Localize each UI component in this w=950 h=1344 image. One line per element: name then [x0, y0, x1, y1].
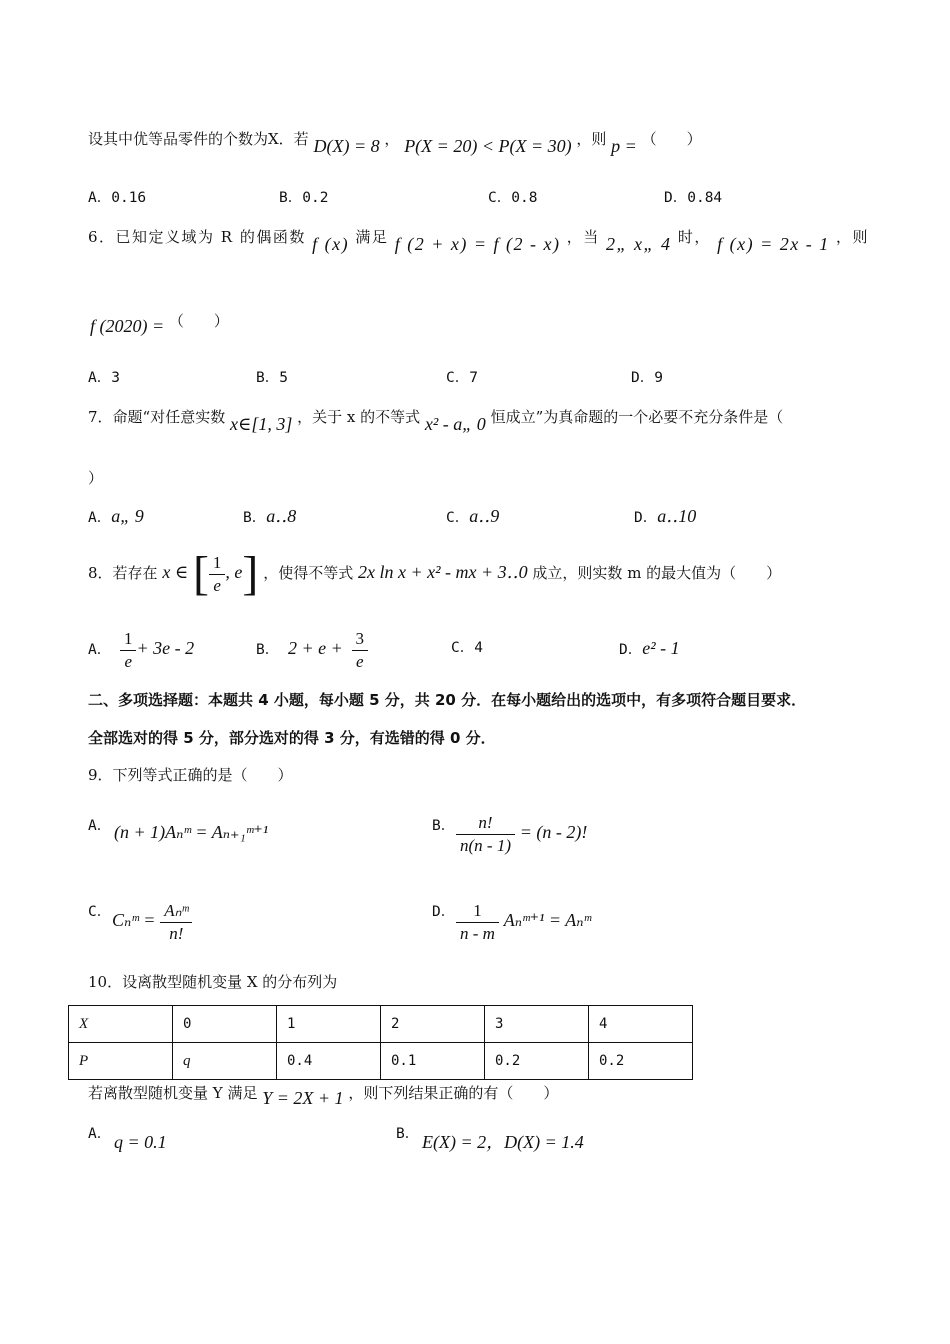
q5-option-b: B．0.2 [279, 190, 329, 206]
q6-paren: （ ） [168, 312, 229, 330]
q8-left-bracket: [ [192, 547, 209, 600]
q8-opt-d-label: D． [619, 642, 643, 658]
table-row [69, 1006, 693, 1043]
q7-option-d [634, 506, 696, 528]
q5-text2: ，则 [576, 130, 607, 148]
table-cell: X [69, 1006, 173, 1043]
table-cell: 0 [173, 1006, 277, 1043]
q8-stem: 8．若存在 [88, 564, 158, 582]
q6-t3: 时， [677, 228, 711, 246]
q10-option-b: E(X) = 2，D(X) = 1.4 [422, 1132, 584, 1152]
q9-option-b [456, 808, 587, 857]
q6-option-b: B．5 [256, 370, 288, 386]
q6-t4: ，则 [836, 228, 870, 246]
comma: ， [384, 130, 400, 148]
q7-opt-d: a‥10 [657, 506, 697, 526]
q8-opt-a-tail: + 3e - 2 [136, 638, 195, 658]
distribution-table [68, 1005, 693, 1080]
q8-x-in: x ∈ [162, 562, 189, 582]
q5-paren: （ ） [641, 130, 702, 148]
q9-b-den: n(n - 1) [460, 835, 511, 855]
q6-t1: 满足 [355, 228, 389, 246]
q5-prob: P(X = 20) < P(X = 30) [404, 136, 572, 156]
q8-opt-b-frac [352, 628, 369, 673]
table-cell: P [69, 1043, 173, 1080]
table-row [69, 1043, 693, 1080]
q5-option-a: A．0.16 [88, 190, 147, 206]
q7-t2: 恒成立”为真命题的一个必要不充分条件是（ [490, 408, 784, 426]
q8-opt-b-head: 2 + e + [287, 638, 343, 658]
q8-right-bracket: ] [242, 547, 259, 600]
q8-option-d [619, 624, 680, 674]
q10-after2: ，则下列结果正确的有（ ） [348, 1084, 559, 1102]
q7-option-c [446, 506, 499, 528]
q9-option-d [456, 896, 591, 945]
q7-opt-a-label: A． [88, 510, 112, 526]
q8-opt-d: e² - 1 [642, 638, 680, 658]
q7-option-a [88, 506, 144, 528]
q10-option-a-label: A． [88, 1126, 112, 1142]
q8-opt-a-frac [120, 628, 137, 673]
q7-stem: 7．命题“对任意实数 [88, 408, 226, 426]
q6-def: f (x) = 2x - 1 [717, 234, 830, 254]
q10-after: 若离散型随机变量 Y 满足 [88, 1084, 258, 1102]
q9-option-c [112, 896, 192, 945]
q6-option-c: C．7 [446, 370, 478, 386]
q8-line [88, 546, 781, 600]
q6-symmetry: f (2 + x) = f (2 - x) [394, 234, 561, 254]
q6-stem: 6．已知定义域为 R 的偶函数 [88, 228, 306, 246]
q9-d-frac [456, 900, 499, 945]
q8-opt-a-num: 1 [120, 628, 137, 651]
q6-line [88, 226, 870, 254]
q7-opt-d-label: D． [634, 510, 658, 526]
q9-b-frac [456, 812, 515, 857]
q5-option-c: C．0.8 [488, 190, 538, 206]
q10-after-line [88, 1082, 559, 1108]
q10-option-a: q = 0.1 [114, 1132, 167, 1152]
q6-range: 2„ x„ 4 [606, 234, 672, 254]
q9-c-num: Aₙᵐ [160, 900, 192, 923]
q6-t2: ，当 [566, 228, 600, 246]
q5-p: p = [611, 136, 637, 156]
section2-line2: 全部选对的得 5 分，部分选对的得 3 分，有选错的得 0 分． [88, 729, 496, 747]
q9-option-a-label: A． [88, 818, 112, 834]
q6-option-a: A．3 [88, 370, 120, 386]
q8-inequality: 2x ln x + x² - mx + 3‥0 [357, 562, 528, 582]
section2-line1: 二、多项选择题：本题共 4 小题，每小题 5 分，共 20 分．在每小题给出的选项中，有多项符合题目要求． [88, 691, 807, 709]
q7-t1: ，关于 x 的不等式 [297, 408, 421, 426]
q7-inequality: x² - a„ 0 [424, 414, 486, 434]
q8-t1: ，使得不等式 [263, 564, 354, 582]
q7-interval: x∈[1, 3] [230, 414, 293, 434]
table-cell: 0.2 [589, 1043, 693, 1080]
q7-opt-a: a„ 9 [111, 506, 144, 526]
q8-opt-b-num: 3 [352, 628, 369, 651]
q7-option-b [243, 506, 296, 528]
q9-b-num: n! [456, 812, 515, 835]
q9-b-tail: = (n - 2)! [519, 822, 588, 842]
q9-option-a: (n + 1)Aₙᵐ = Aₙ₊₁ᵐ⁺¹ [114, 822, 269, 842]
q6-fx: f (x) [312, 234, 350, 254]
q8-opt-c: 4 [474, 640, 483, 656]
table-cell: 1 [277, 1006, 381, 1043]
q6-line2 [90, 310, 229, 336]
q8-opt-c-label: C． [451, 640, 475, 656]
q9-stem: 9．下列等式正确的是（ ） [88, 766, 293, 784]
q9-c-den: n! [169, 923, 184, 943]
q8-opt-a-label: A． [88, 642, 112, 658]
q10-stem: 10．设离散型随机变量 X 的分布列为 [88, 973, 338, 991]
q7-opt-c: a‥9 [469, 506, 500, 526]
q8-frac [209, 552, 226, 597]
q9-d-num: 1 [456, 900, 499, 923]
q9-option-c-label: C． [88, 904, 112, 920]
q7-close: ） [88, 469, 104, 487]
table-cell: 3 [485, 1006, 589, 1043]
q8-frac-num: 1 [209, 552, 226, 575]
q9-c-frac [160, 900, 192, 945]
q9-d-den: n - m [460, 923, 495, 943]
q7-opt-c-label: C． [446, 510, 470, 526]
q8-option-c [451, 624, 483, 672]
table-cell: 0.1 [381, 1043, 485, 1080]
q8-opt-a-den: e [124, 651, 132, 671]
table-cell: q [173, 1043, 277, 1080]
q6-f2020: f (2020) = [90, 316, 165, 336]
q8-frac-den: e [213, 575, 221, 595]
q10-y-def: Y = 2X + 1 [262, 1088, 344, 1108]
q10-option-b-label: B． [396, 1126, 420, 1142]
q5-option-d: D．0.84 [664, 190, 723, 206]
q5-text: 设其中优等品零件的个数为X．若 [88, 130, 309, 148]
q7-line [88, 406, 784, 434]
q8-opt-b-label: B． [256, 642, 280, 658]
q9-c-head: Cₙᵐ = [112, 910, 156, 930]
q7-opt-b: a‥8 [266, 506, 297, 526]
q8-e: , e [225, 562, 243, 582]
q6-option-d: D．9 [631, 370, 663, 386]
q8-t2: 成立，则实数 m 的最大值为（ ） [532, 564, 782, 582]
q8-opt-b-den: e [355, 651, 364, 671]
q5-line [88, 128, 702, 156]
q5-dx: D(X) = 8 [313, 136, 380, 156]
q9-option-d-label: D． [432, 904, 456, 920]
q9-d-tail: Aₙᵐ⁺¹ = Aₙᵐ [503, 910, 592, 930]
table-cell: 0.4 [277, 1043, 381, 1080]
q8-option-b [256, 624, 368, 674]
table-cell: 4 [589, 1006, 693, 1043]
q9-option-b-label: B． [432, 818, 456, 834]
table-cell: 2 [381, 1006, 485, 1043]
q8-option-a [88, 624, 194, 674]
q7-opt-b-label: B． [243, 510, 267, 526]
table-cell: 0.2 [485, 1043, 589, 1080]
